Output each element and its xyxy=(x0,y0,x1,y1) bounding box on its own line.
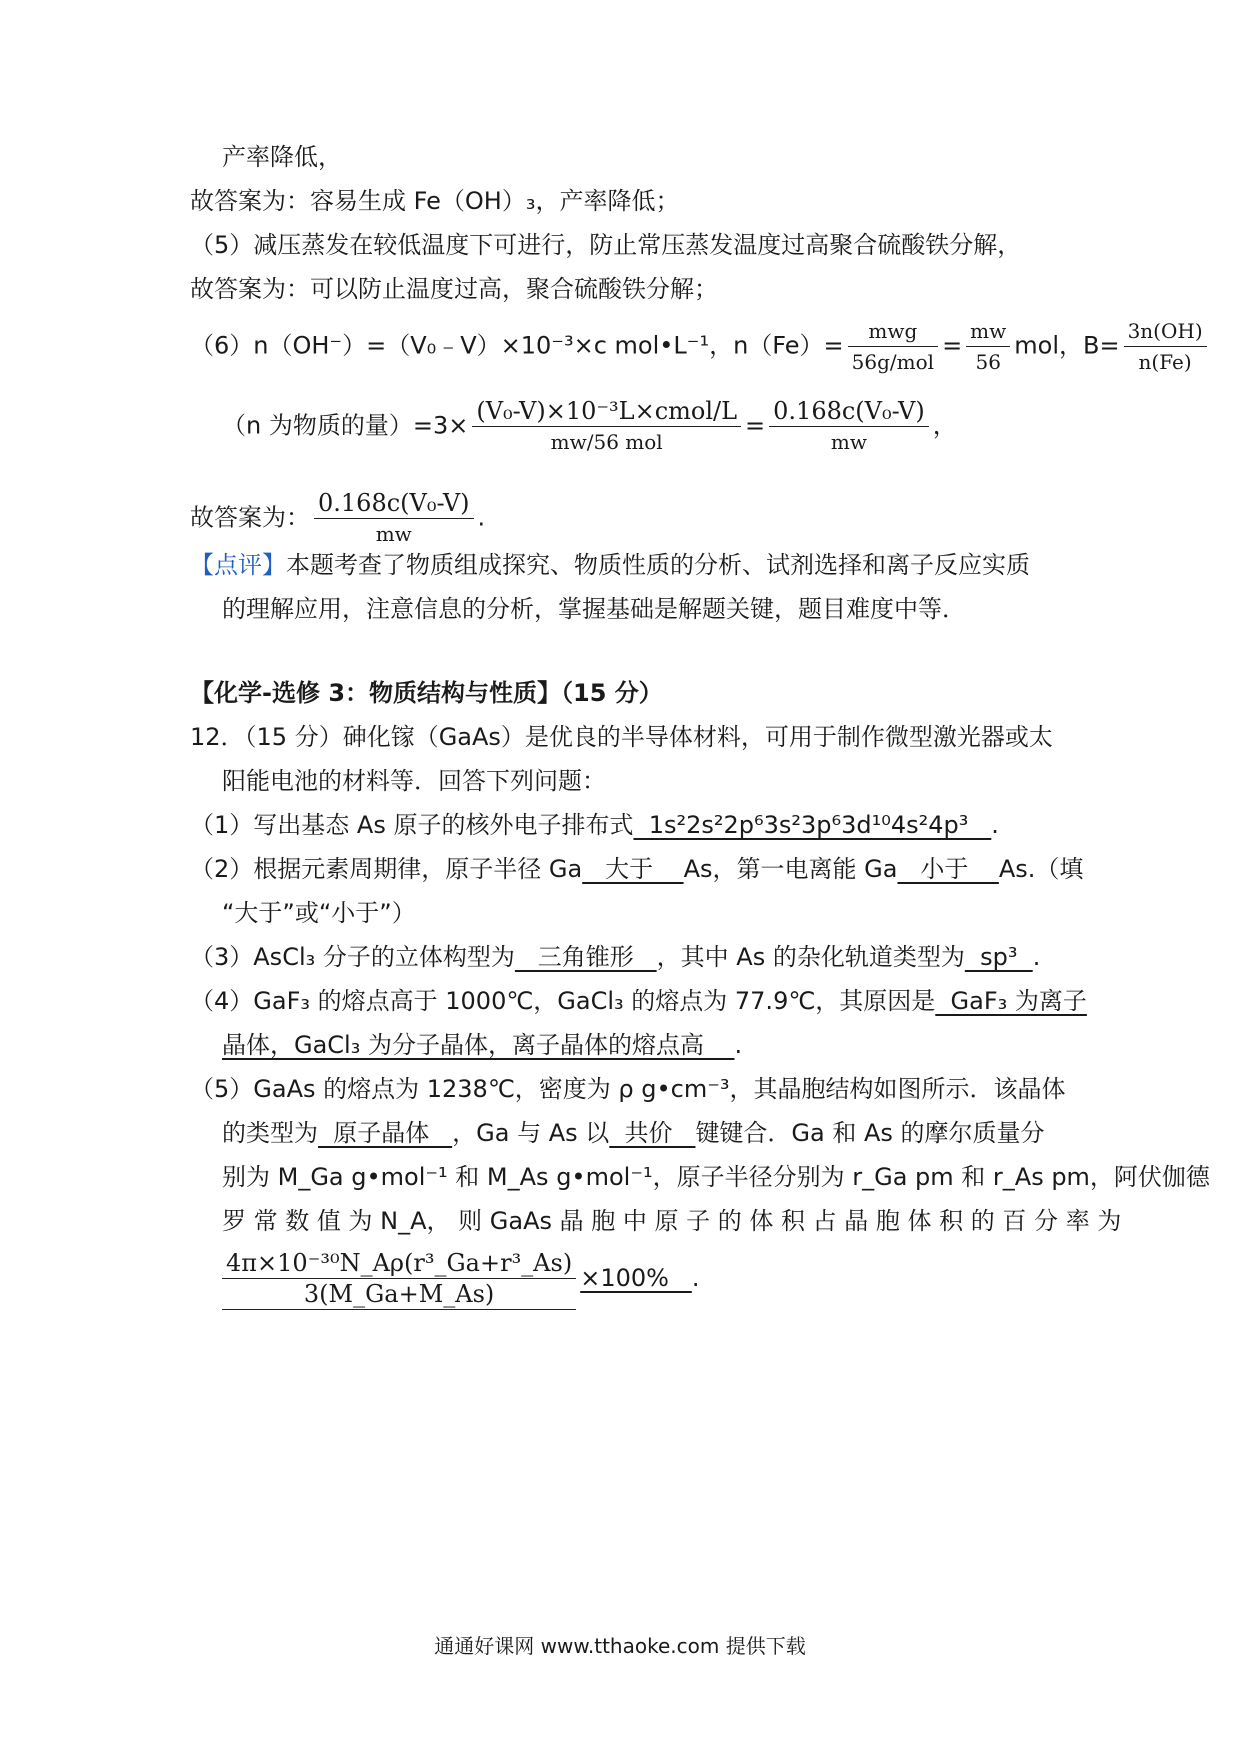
answer-formula-line: $\frac{\text{4π×10⁻³⁰N\_Aρ(r³\_Ga+r³\_As)}}{3(M\_Ga+M\_As)}$ ×100% . xyxy=(222,1248,699,1310)
fraction: $\frac{\text{4π×10⁻³⁰N\_Aρ(r³\_Ga+r³\_As)}}{3(M\_Ga+M\_As)}$ xyxy=(222,1248,576,1310)
text-line: “大于”或“小于”） xyxy=(222,899,416,927)
fraction: $\frac{\text{0.168c(V₀-V)}}{mw}$ xyxy=(314,488,474,549)
fraction: $\frac{3n(OH)}{n(Fe)}$ xyxy=(1124,316,1207,377)
subquestion-2: （2）根据元素周期律，原子半径 Ga 大于 As，第一电离能 Ga 小于 As.（填 xyxy=(190,855,1084,883)
text-line: 阳能电池的材料等．回答下列问题： xyxy=(222,767,606,795)
question-12: 12．（15 分）砷化镓（GaAs）是优良的半导体材料，可用于制作微型激光器或太 xyxy=(190,723,1053,751)
subquestion-1: （1）写出基态 As 原子的核外电子排布式 1s²2s²2p⁶3s²3p⁶3d¹⁰4s²4p³ . xyxy=(190,811,999,839)
fraction: $\frac{mw}{56}$ xyxy=(966,316,1010,377)
text-line: 晶体，GaCl₃ 为分子晶体，离子晶体的熔点高 . xyxy=(222,1031,743,1059)
formula-answer-line: 故答案为： $\frac{\text{0.168c(V₀-V)}}{mw}$ . xyxy=(190,488,485,549)
answer-blank: 大于 xyxy=(582,855,684,883)
text-line: 的类型为 原子晶体 ，Ga 与 As 以 共价 键键合．Ga 和 As 的摩尔质量分 xyxy=(222,1119,1045,1147)
text-line: 罗 常 数 值 为 N_A， 则 GaAs 晶 胞 中 原 子 的 体 积 占 晶 胞 体 积 的 百 分 率 为 xyxy=(222,1207,1122,1235)
text-line: （5）减压蒸发在较低温度下可进行，防止常压蒸发温度过高聚合硫酸铁分解， xyxy=(190,231,1022,259)
comment-tag: 【点评】 xyxy=(190,551,286,579)
fraction: $\frac{\text{0.168c(V₀-V)}}{mw}$ xyxy=(769,396,929,457)
fraction: $\frac{\text{(V₀-V)×10⁻³L×cmol/L}}{\text{mw/56 mol}}$ xyxy=(472,396,741,457)
formula-line: （n 为物质的量）=3× $\frac{\text{(V₀-V)×10⁻³L×cmol/L}}{\text{mw/56 mol}}$ = $\frac{\text{0.168c(V₀-V)}}{mw}$ ， xyxy=(222,396,957,457)
text-line: 故答案为：可以防止温度过高，聚合硫酸铁分解； xyxy=(190,275,718,303)
answer-blank: 三角锥形 xyxy=(514,943,657,971)
answer-blank: GaF₃ 为离子 xyxy=(935,987,1087,1015)
answer-blank: 晶体，GaCl₃ 为分子晶体，离子晶体的熔点高 xyxy=(222,1031,735,1059)
subquestion-3: （3）AsCl₃ 分子的立体构型为 三角锥形 ，其中 As 的杂化轨道类型为 sp³ . xyxy=(190,943,1041,971)
fraction: $\frac{\text{mwg}}{\text{56g/mol}}$ xyxy=(848,316,938,377)
answer-blank: 原子晶体 xyxy=(318,1119,453,1147)
answer-blank: sp³ xyxy=(964,943,1033,971)
section-heading: 【化学-选修 3：物质结构与性质】（15 分） xyxy=(190,679,663,707)
answer-blank: 小于 xyxy=(897,855,999,883)
subquestion-5: （5）GaAs 的熔点为 1238℃，密度为 ρ g•cm⁻³，其晶胞结构如图所示．该晶体 xyxy=(190,1075,1066,1103)
answer-blank: 1s²2s²2p⁶3s²3p⁶3d¹⁰4s²4p³ xyxy=(633,811,992,839)
page-footer: 通通好课网 www.tthaoke.com 提供下载 xyxy=(434,1634,806,1658)
formula-line-6: （6）n（OH⁻）=（V₀﹣V）×10⁻³×c mol•L⁻¹，n（Fe）= $\frac{\text{mwg}}{\text{56g/mol}}$ = $\frac{mw}{56}$ mol，B= $\frac{3n(OH)}{n(Fe)}$ xyxy=(190,316,1211,377)
answer-blank: ×100% xyxy=(580,1264,692,1292)
comment-line: 【点评】本题考查了物质组成探究、物质性质的分析、试剂选择和离子反应实质 xyxy=(190,551,1030,579)
answer-blank: 共价 xyxy=(609,1119,696,1147)
text-line: 的理解应用，注意信息的分析，掌握基础是解题关键，题目难度中等． xyxy=(222,595,966,623)
text-line: 故答案为：容易生成 Fe（OH）₃，产率降低； xyxy=(190,187,680,215)
text-line: 别为 M_Ga g•mol⁻¹ 和 M_As g•mol⁻¹，原子半径分别为 r_Ga pm 和 r_As pm，阿伏伽德 xyxy=(222,1163,1210,1191)
text-line: 产率降低， xyxy=(222,143,342,171)
subquestion-4: （4）GaF₃ 的熔点高于 1000℃，GaCl₃ 的熔点为 77.9℃，其原因是 GaF₃ 为离子 xyxy=(190,987,1087,1015)
